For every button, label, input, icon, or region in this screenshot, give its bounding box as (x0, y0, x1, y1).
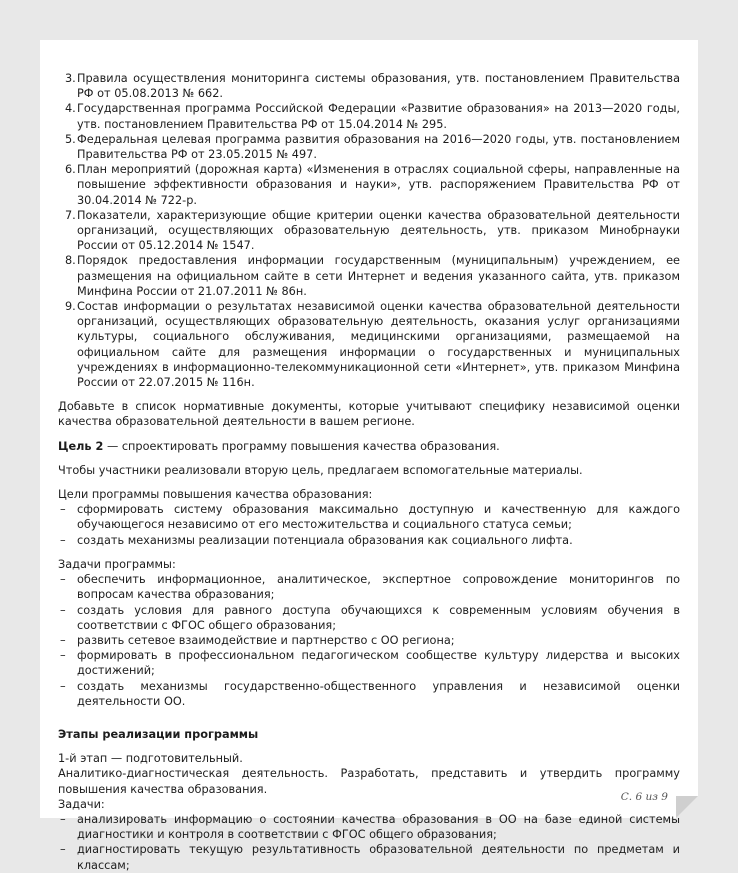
goal2-text: — спроектировать программу повышения качества образования. (103, 439, 500, 453)
tasks-heading: Задачи программы: (58, 557, 176, 571)
list-item: – создать механизмы реализации потенциала образования как социального лифта. (60, 533, 573, 547)
list-item: 6. План мероприятий (дорожная карта) «Изменения в отраслях социальной сферы, направленные на повышение эффективности образования и науки», утв. распоряжением Правительства РФ от 30.04.2014 № 722-р. (65, 163, 680, 207)
stage1-title: 1-й этап — подготовительный. (58, 752, 243, 766)
list-item: – развить сетевое взаимодействие и партнерство с ОО региона; (60, 633, 455, 647)
list-item: 8. Порядок предоставления информации государственным (муниципальным) учреждением, ее размещения на официальном сайте в сети Интернет и ведения указанного сайта, утв. приказом Минфина России от 21.07.2011 № 86н. (65, 254, 680, 298)
list-item: – анализировать информацию о состоянии качества образования в ОО на базе единой системы диагностики и контроля в соответствии с ФГОС общего образования; (60, 812, 680, 842)
stage1-text: Аналитико-диагностическая деятельность. Разработать, представить и утвердить программу повышения качества образования. (58, 767, 680, 796)
list-item: – создать механизмы государственно-общественного управления и независимой оценки деятельности ОО. (60, 679, 680, 708)
list-item: – обеспечить информационное, аналитическое, экспертное сопровождение мониторингов по вопросам качества образования; (60, 573, 680, 602)
add-docs-paragraph: Добавьте в список нормативные документы, которые учитывают специфику независимой оценки качества образовательной деятельности в вашем регионе. (58, 400, 680, 429)
page-corner-fold (676, 796, 698, 818)
goal2-label: Цель 2 (58, 439, 104, 453)
list-item: 3. Правила осуществления мониторинга системы образования, утв. постановлением Правительства РФ от 05.08.2013 № 662. (65, 72, 680, 101)
list-item: 4. Государственная программа Российской Федерации «Развитие образования» на 2013—2020 годы, утв. постановлением Правительства РФ от 15.04.2014 № 295. (65, 102, 680, 131)
helper-paragraph: Чтобы участники реализовали вторую цель, предлагаем вспомогательные материалы. (58, 463, 583, 477)
list-item: – формировать в профессиональном педагогическом сообществе культуру лидерства и высоких достижений; (60, 649, 680, 678)
list-item: – сформировать систему образования максимально доступную и качественную для каждого обучающегося независимо от его местожительства и социального статуса семьи; (60, 503, 680, 532)
goals-list (58, 502, 680, 548)
stages-heading: Этапы реализации программы (58, 727, 259, 741)
document-page (40, 40, 698, 872)
goal2-paragraph (58, 439, 680, 454)
normative-documents-list (58, 71, 680, 390)
page-number: С. 6 из 9 (620, 790, 668, 803)
goals-heading: Цели программы повышения качества образования: (58, 488, 373, 502)
stage1-tasks-heading: Задачи: (58, 797, 105, 811)
list-item: – создать условия для равного доступа обучающихся к современным условиям обучения в соответствии с ФГОС общего образования; (60, 603, 680, 632)
list-item: 7. Показатели, характеризующие общие критерии оценки качества образовательной деятельности организаций, осуществляющих образовательную деятельность, утв. приказом Минобрнауки России от 05.12.2014 № 1547. (65, 208, 680, 253)
tasks-list (58, 572, 680, 709)
list-item: – диагностировать текущую результативность образовательной деятельности по предметам и классам; (60, 843, 680, 872)
stage1-tasks-list (58, 812, 680, 873)
list-item: 5. Федеральная целевая программа развития образования на 2016—2020 годы, утв. постановлением Правительства РФ от 23.05.2015 № 497. (65, 132, 680, 162)
list-item: 9. Состав информации о результатах независимой оценки качества образовательной деятельности организаций, осуществляющих образовательную деятельность, оказания услуг организациями культуры, социального обслуживания, медицинскими организациями, размещаемой на официальном сайте для размещения информации о государственных и муниципальных учреждениях в информационно-телекоммуникационной сети «Интернет», утв. приказом Минфина России от 22.07.2015 № 116н. (65, 300, 680, 390)
